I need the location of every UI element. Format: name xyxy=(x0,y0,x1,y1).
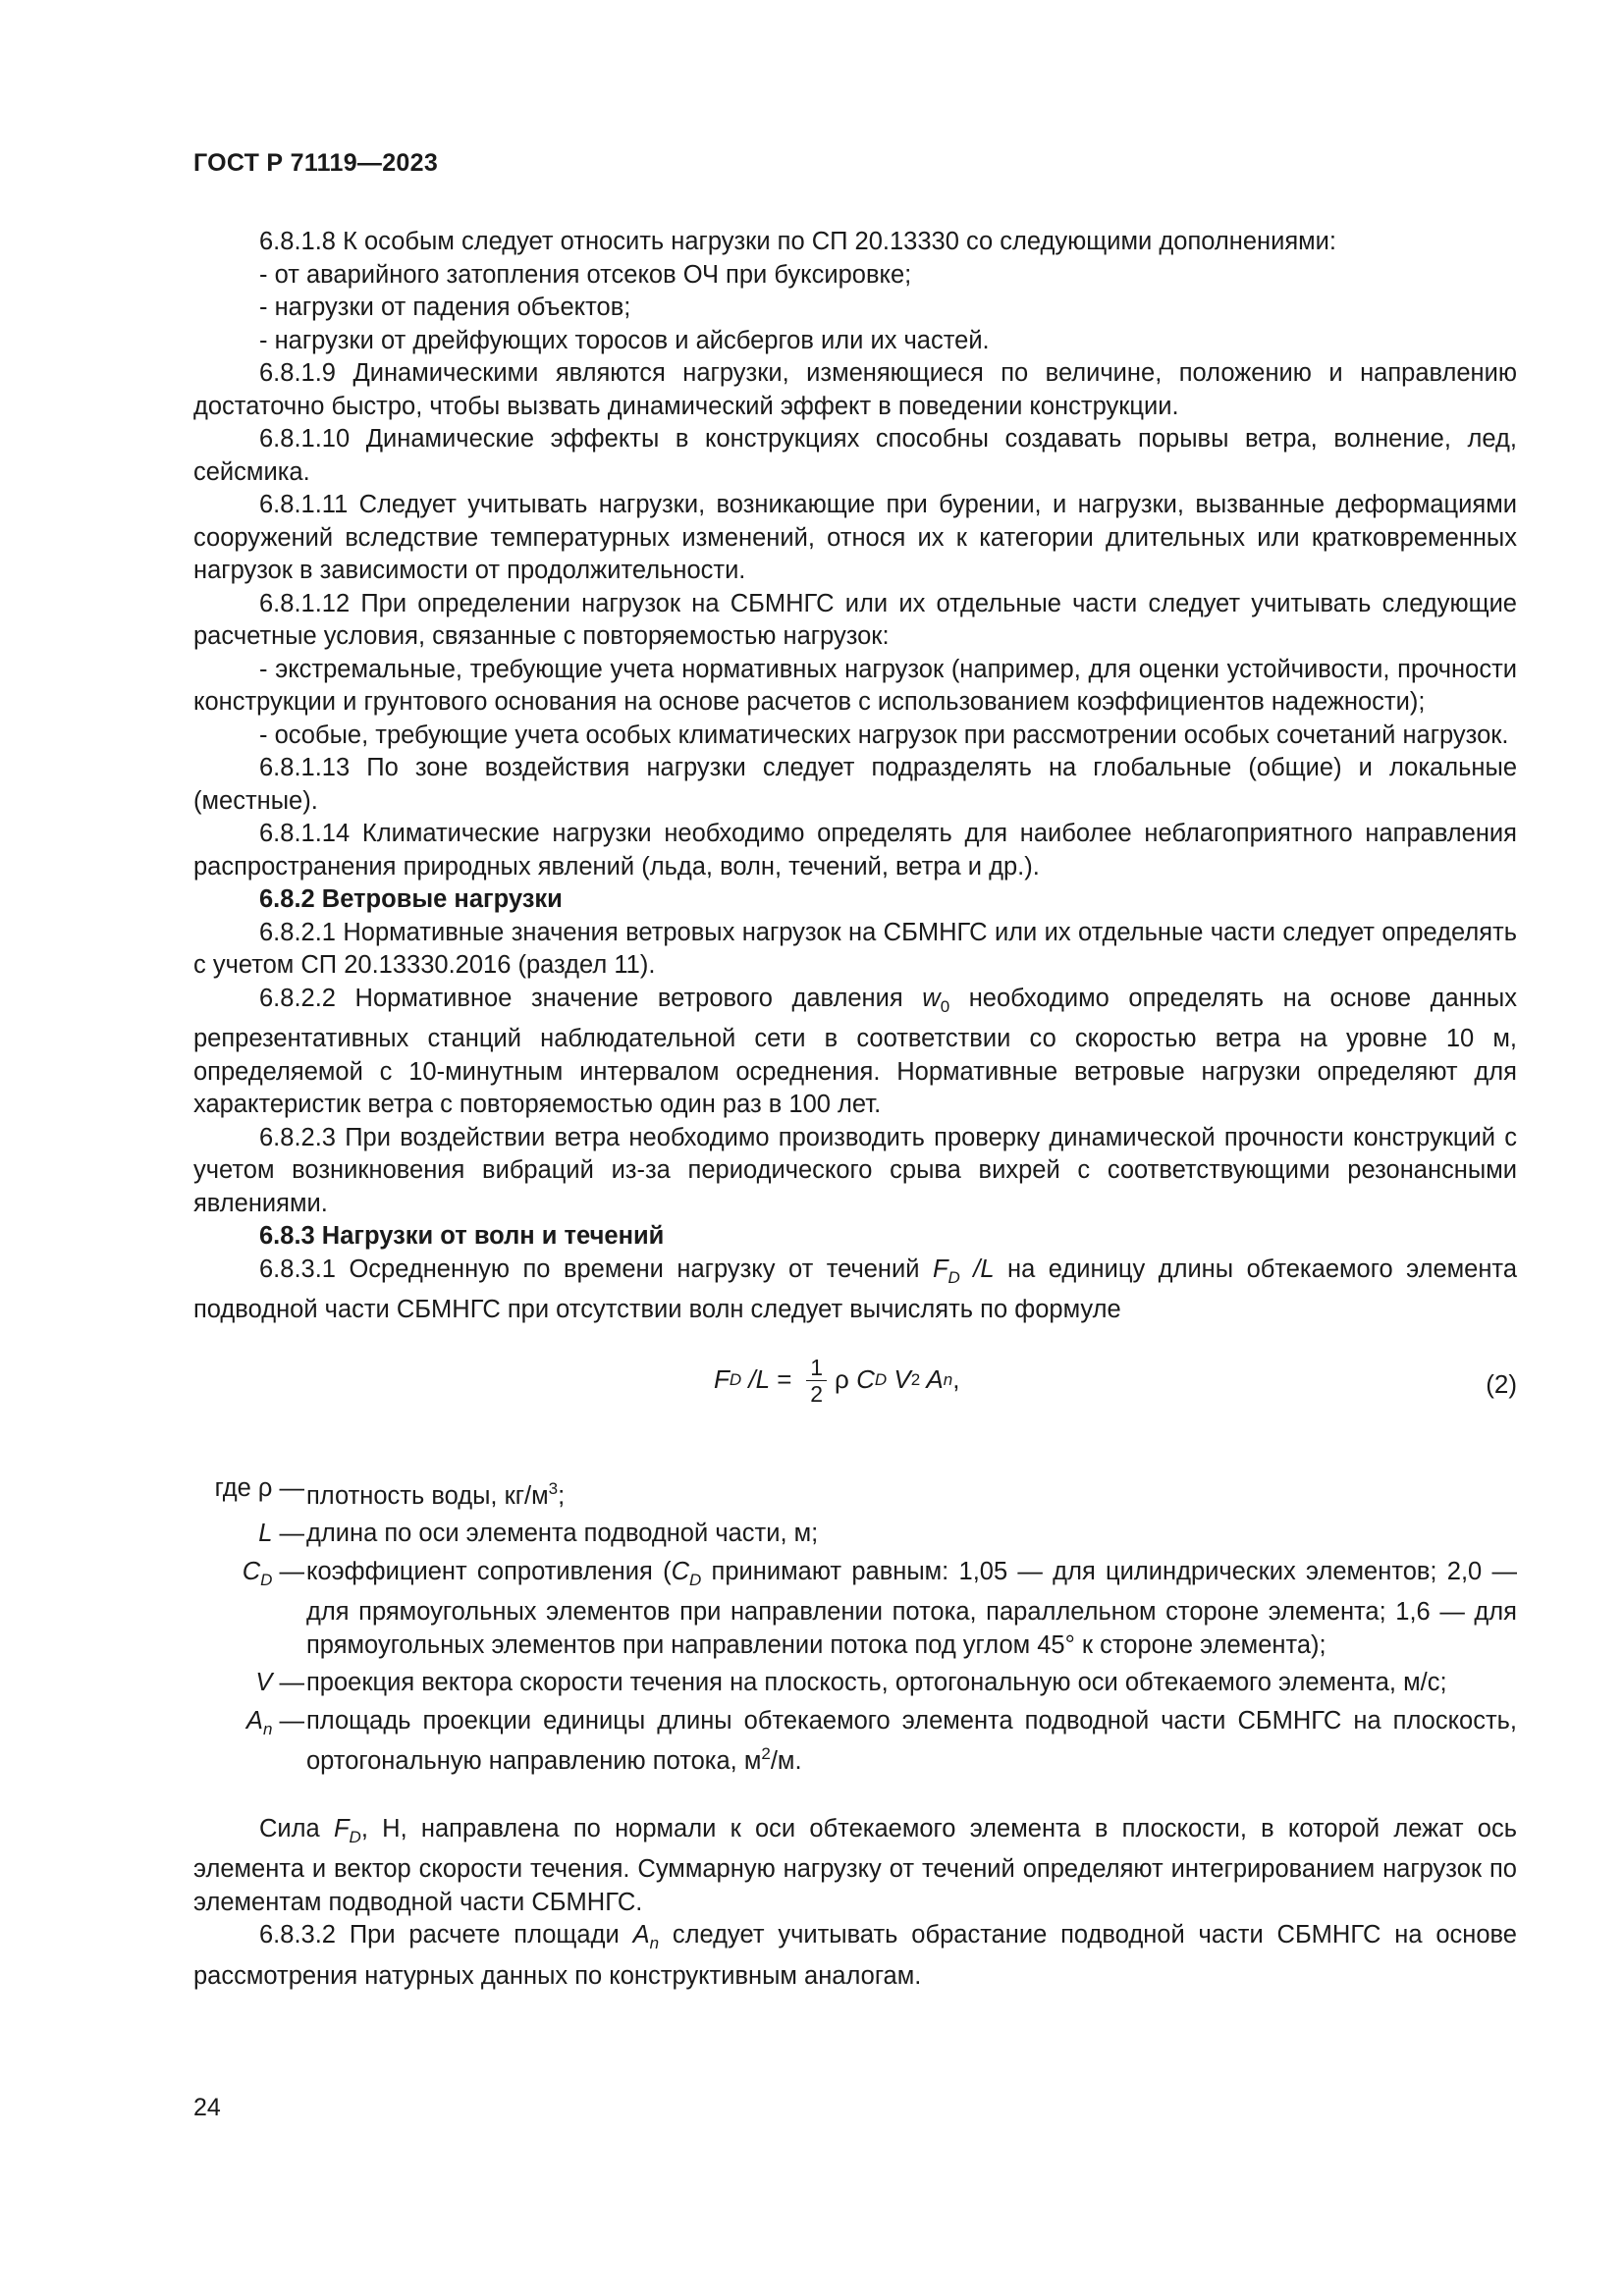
document-header: ГОСТ Р 71119—2023 xyxy=(193,149,439,177)
list-item: - от аварийного затопления отсеков ОЧ при буксировке; xyxy=(259,260,912,289)
paragraph-6-8-1-14: 6.8.1.14 Климатические нагрузки необходимо определять для наиболее неблагоприятного направления распространения природных явлений (льда, волн, течений, ветра и др.). xyxy=(193,820,1517,881)
legend-symbol xyxy=(193,1556,304,1668)
formula-C: C xyxy=(856,1364,875,1395)
paragraph-6-8-1-12: 6.8.1.12 При определении нагрузок на СБМНГС или их отдельные части следует учитывать следующие расчетные условия, связанные с повторяемостью нагрузок: xyxy=(193,589,1517,650)
legend-description xyxy=(304,1472,1517,1514)
formula-A: A xyxy=(920,1364,944,1395)
spacer xyxy=(193,1784,1517,1813)
document-body xyxy=(193,226,1517,1993)
dash: — xyxy=(272,1669,304,1696)
superscript: 3 xyxy=(548,1478,559,1498)
text-run: /м. xyxy=(770,1747,802,1775)
section-heading-6-8-2: 6.8.2 Ветровые нагрузки xyxy=(259,885,563,913)
paragraph-6-8-1-10: 6.8.1.10 Динамические эффекты в конструкциях способны создавать порывы ветра, волнение, лед, сейсмика. xyxy=(193,425,1517,486)
symbol-A: A xyxy=(245,1706,263,1735)
text-run: 6.8.3.2 При расчете площади xyxy=(259,1921,633,1949)
list-item: - нагрузки от дрейфующих торосов и айсбергов или их частей. xyxy=(259,326,990,354)
text-run: следует учитывать обрастание подводной части СБМНГС на основе рассмотрения натурных данных по конструктивным аналогам. xyxy=(193,1921,1517,1990)
symbol-rho: ρ xyxy=(257,1473,273,1502)
legend-description xyxy=(304,1556,1517,1663)
paragraph-6-8-3-1 xyxy=(193,1254,1517,1327)
symbol-legend xyxy=(193,1472,1517,1784)
text-run: 6.8.3.1 Осредненную по времени нагрузку от течений xyxy=(259,1255,933,1283)
symbol-C: C xyxy=(671,1557,689,1585)
list-item: - особые, требующие учета особых климатических нагрузок при рассмотрении особых сочетаний нагрузок. xyxy=(259,721,1509,749)
formula-lhs-rest: /L = xyxy=(741,1364,799,1395)
page-number: 24 xyxy=(193,2094,221,2121)
legend-description xyxy=(304,1705,1517,1779)
text-run: Сила xyxy=(259,1814,334,1842)
paragraph-6-8-1-9: 6.8.1.9 Динамическими являются нагрузки, изменяющиеся по величине, положению и направлению достаточно быстро, чтобы вызвать динамический эффект в поведении конструкции. xyxy=(193,359,1517,420)
formula-sub: D xyxy=(729,1370,742,1390)
subscript: 0 xyxy=(940,996,950,1016)
subscript: D xyxy=(689,1570,702,1589)
formula-F: F xyxy=(714,1364,730,1395)
fraction-numerator: 1 xyxy=(806,1355,827,1381)
subscript: D xyxy=(947,1267,960,1287)
legend-symbol xyxy=(193,1472,304,1519)
legend-symbol xyxy=(193,1518,304,1556)
text-run: необходимо определять на основе данных репрезентативных станций наблюдательной сети в соответствии со скоростью ветра на уровне 10 м, определяемой с 10-минутным интервалом осреднения. Нормативные ветровые нагрузки определяют для характеристик ветра с повторяемостью один раз в 100 лет. xyxy=(193,984,1517,1118)
subscript: n xyxy=(649,1934,660,1952)
legend-symbol xyxy=(193,1667,304,1705)
formula-block xyxy=(193,1347,1517,1455)
symbol-w: w xyxy=(922,984,941,1012)
equation-number: (2) xyxy=(1486,1368,1517,1399)
symbol-A: A xyxy=(632,1921,650,1949)
symbol-F: F xyxy=(932,1255,948,1283)
legend-description: проекция вектора скорости течения на плоскость, ортогональную оси обтекаемого элемента, м/с; xyxy=(306,1669,1447,1696)
paragraph-6-8-1-11: 6.8.1.11 Следует учитывать нагрузки, возникающие при бурении, и нагрузки, вызванные деформациями сооружений вследствие температурных изменений, относя их к категории длительных или кратковременных нагрузок в зависимости от продолжительности. xyxy=(193,491,1517,584)
paragraph-6-8-1-8: 6.8.1.8 К особым следует относить нагрузки по СП 20.13330 со следующими дополнениями: xyxy=(259,228,1337,255)
text-run: площадь проекции единицы длины обтекаемого элемента подводной части СБМНГС на плоскость, ортогональную направлению потока, м xyxy=(306,1706,1517,1775)
fraction xyxy=(806,1355,827,1407)
symbol-L: L xyxy=(258,1520,273,1547)
symbol-C: C xyxy=(242,1557,261,1585)
dash: — xyxy=(272,1473,304,1502)
formula-sub: D xyxy=(874,1370,888,1390)
paragraph-6-8-3-2 xyxy=(193,1919,1517,1993)
legend-symbol xyxy=(193,1705,304,1784)
fraction-denominator: 2 xyxy=(810,1380,824,1407)
dash: — xyxy=(272,1520,304,1547)
formula-sub: n xyxy=(943,1370,953,1390)
text-run: ; xyxy=(558,1481,566,1510)
paragraph-force xyxy=(193,1813,1517,1920)
superscript: 2 xyxy=(761,1744,771,1763)
subscript: n xyxy=(262,1719,273,1738)
formula-sup: 2 xyxy=(910,1370,921,1390)
text-run: , Н, направлена по нормали к оси обтекаемого элемента в плоскости, в которой лежат ось элемента и вектор скорости течения. Суммарную нагрузку от течений определяют интегрированием нагрузок по элементам подводной части СБМНГС. xyxy=(193,1814,1517,1916)
text-run: на единицу длины обтекаемого элемента подводной части СБМНГС при отсутствии волн следует вычислять по формуле xyxy=(193,1255,1518,1323)
paragraph-6-8-1-13: 6.8.1.13 По зоне воздействия нагрузки следует подразделять на глобальные (общие) и локальные (местные). xyxy=(193,754,1517,815)
formula-2 xyxy=(714,1355,959,1407)
paragraph-6-8-2-1: 6.8.2.1 Нормативные значения ветровых нагрузок на СБМНГС или их отдельные части следует определять с учетом СП 20.13330.2016 (раздел 11). xyxy=(193,918,1517,979)
text-run: коэффициент сопротивления ( xyxy=(306,1557,672,1585)
subscript: D xyxy=(349,1827,361,1846)
formula-tail: , xyxy=(952,1364,960,1395)
list-item: - нагрузки от падения объектов; xyxy=(259,294,631,321)
subscript: D xyxy=(260,1570,273,1589)
dash: — xyxy=(272,1557,304,1585)
list-item: - экстремальные, требующие учета нормативных нагрузок (например, для оценки устойчивости, прочности конструкции и грунтового основания на основе расчетов с использованием коэффициентов надежности); xyxy=(193,655,1517,716)
paragraph-6-8-2-2 xyxy=(193,983,1517,1122)
text-run: плотность воды, кг/м xyxy=(306,1481,549,1510)
symbol-per-L: /L xyxy=(959,1255,995,1283)
text-run: 6.8.2.2 Нормативное значение ветрового давления xyxy=(259,984,923,1012)
formula-rho: ρ xyxy=(835,1364,857,1395)
symbol-V: V xyxy=(255,1669,273,1696)
section-heading-6-8-3: 6.8.3 Нагрузки от волн и течений xyxy=(259,1222,665,1250)
legend-description: длина по оси элемента подводной части, м; xyxy=(306,1520,819,1547)
legend-prefix: где xyxy=(214,1473,258,1502)
paragraph-6-8-2-3: 6.8.2.3 При воздействии ветра необходимо производить проверку динамической прочности конструкций с учетом возникновения вибраций из-за периодического срыва вихрей с соответствующими резонансными явлениями. xyxy=(193,1123,1517,1217)
symbol-F: F xyxy=(333,1814,350,1842)
dash: — xyxy=(272,1706,304,1735)
formula-V: V xyxy=(887,1364,911,1395)
text-run: принимают равным: 1,05 — для цилиндрических элементов; 2,0 — для прямоугольных элементов при направлении потока, параллельном стороне элемента; 1,6 — для прямоугольных элементов при направлении потока под углом 45° к стороне элемента); xyxy=(306,1557,1517,1659)
